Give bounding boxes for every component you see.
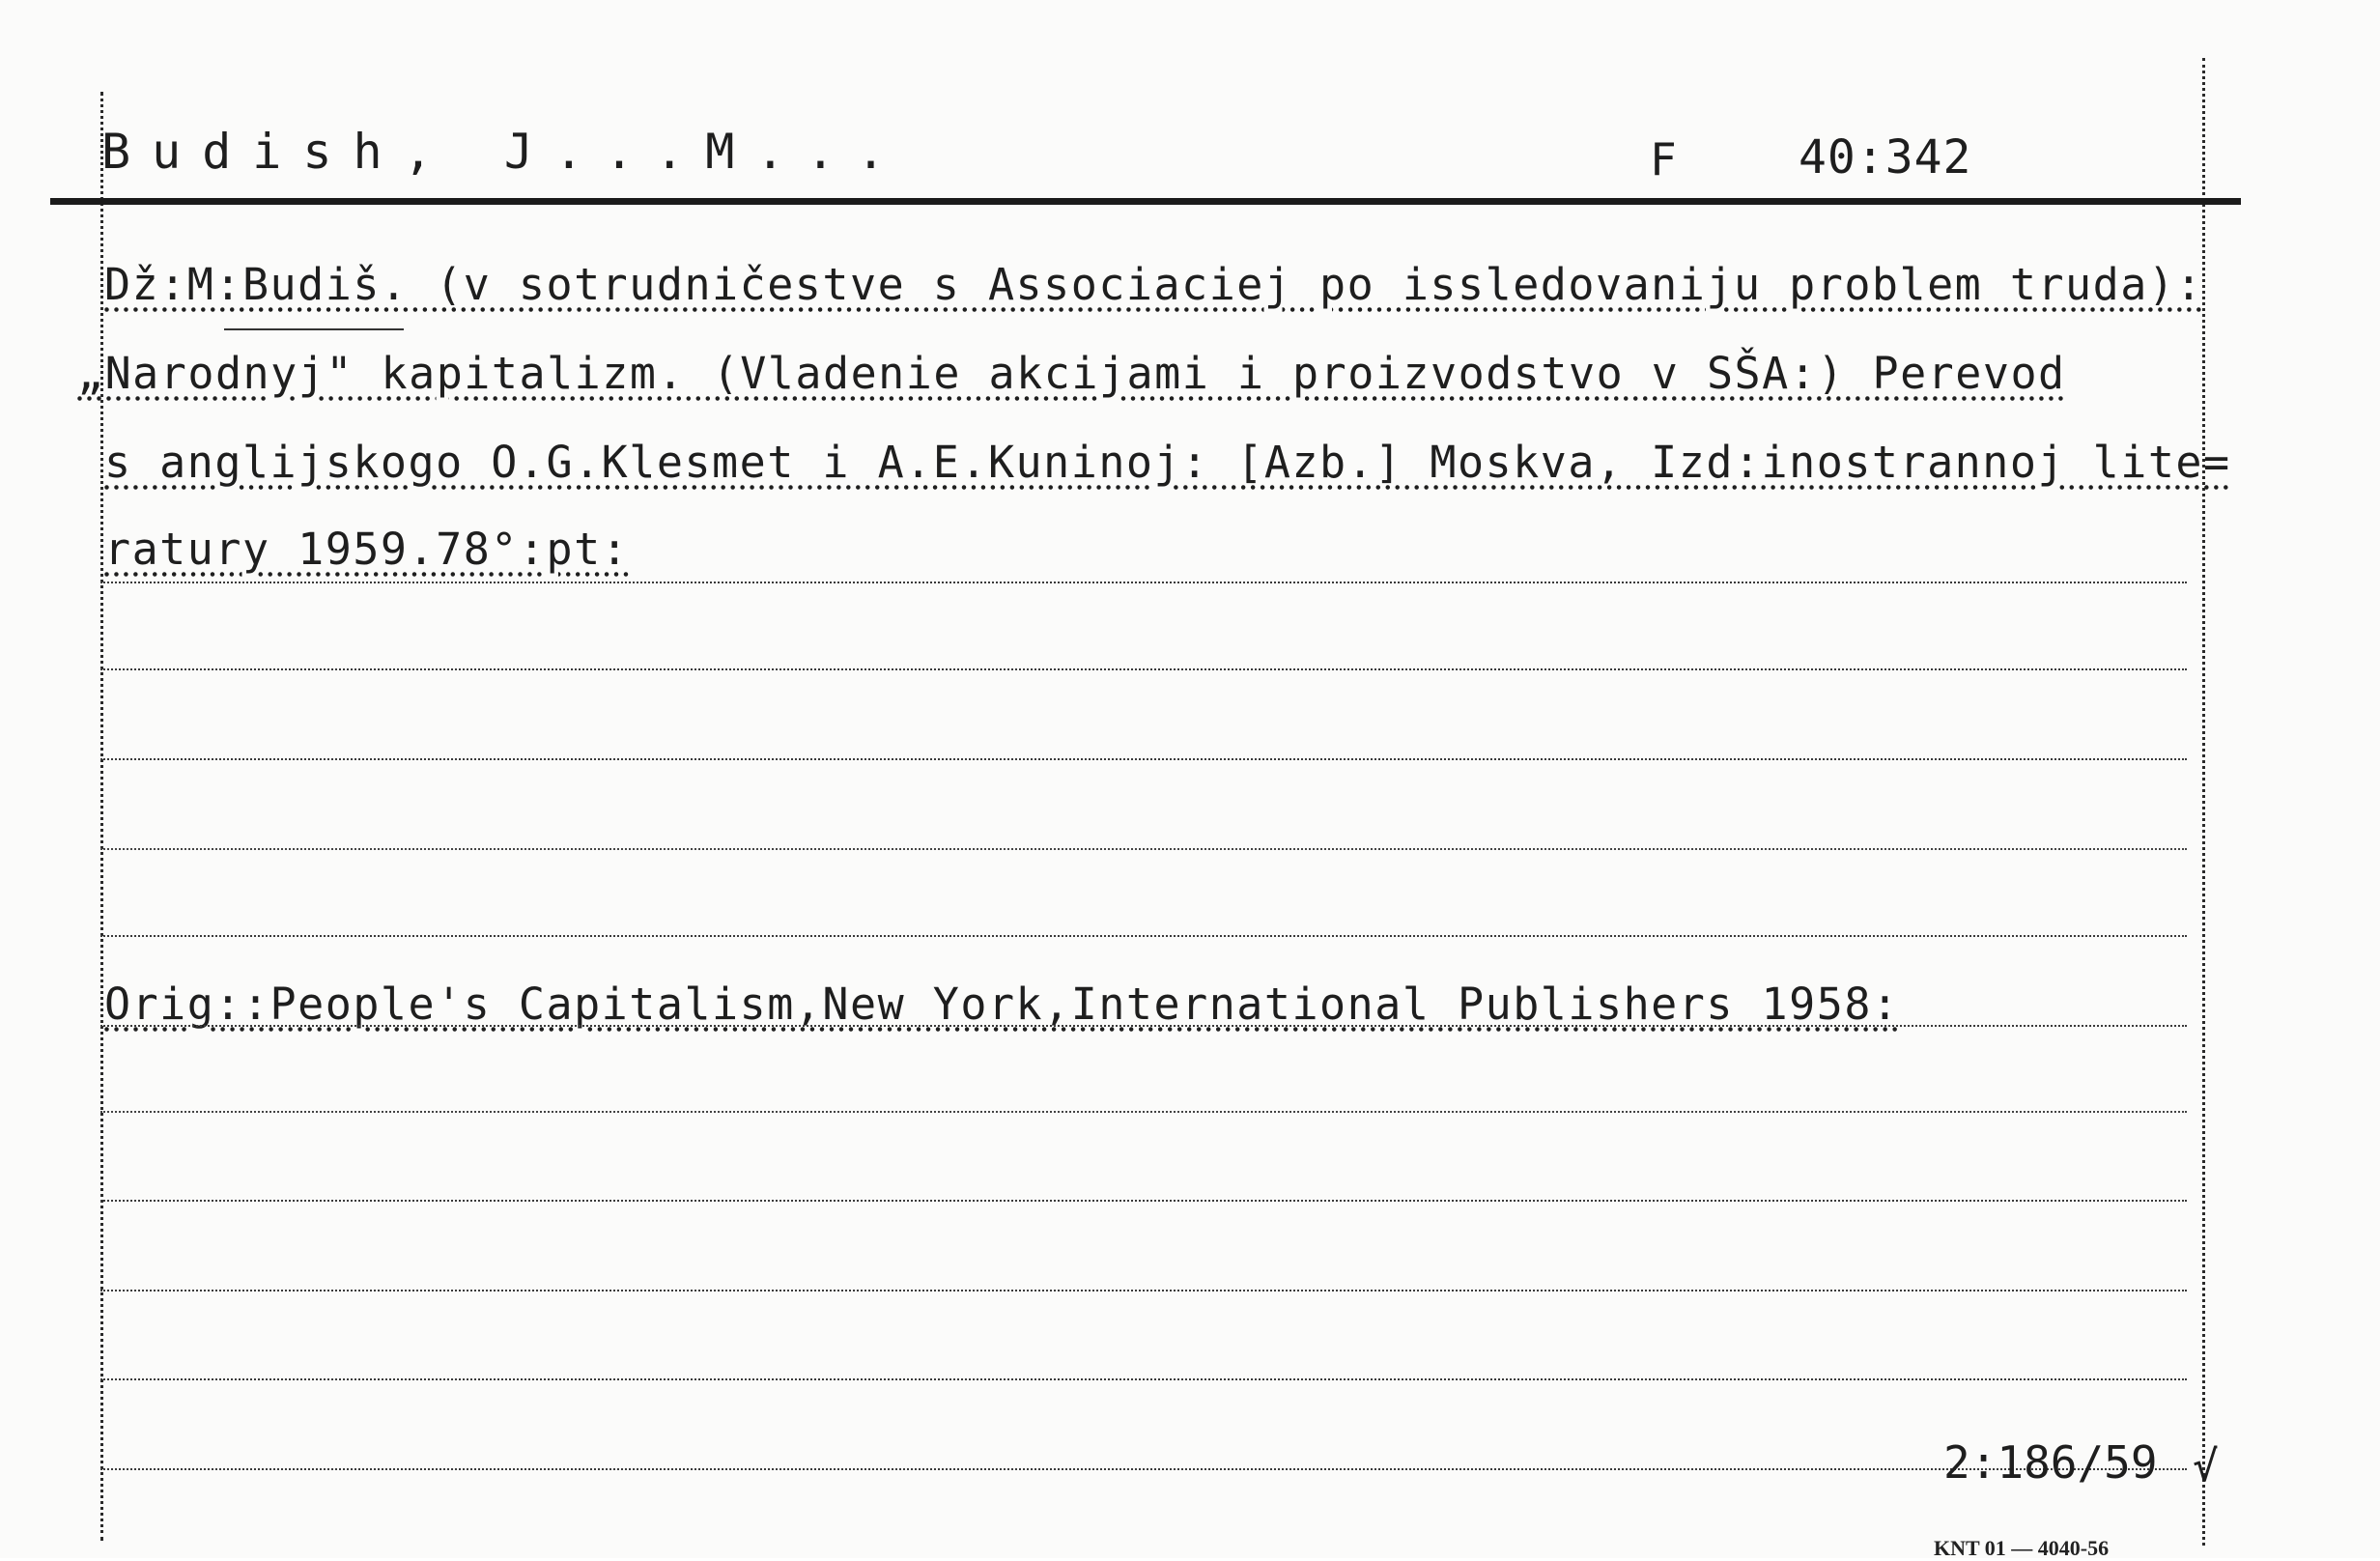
ruled-line	[100, 668, 2187, 670]
underline-mark	[224, 328, 404, 330]
header-rule	[50, 198, 2241, 205]
body-line-1: Dž:M:Budiš. (v sotrudničestve s Associaciej po issledovaniju problem truda):	[104, 259, 2204, 310]
ruled-line	[100, 1025, 2187, 1027]
ruled-line	[100, 1111, 2187, 1113]
call-number: 40:342	[1799, 130, 1972, 184]
form-code: KNT 01 — 4040-56	[1934, 1536, 2110, 1560]
ruled-line	[100, 758, 2187, 760]
ruled-line	[100, 935, 2187, 937]
ruled-line	[100, 1290, 2187, 1291]
check-mark: √	[2193, 1442, 2219, 1491]
ruled-line	[100, 1468, 2187, 1470]
original-title-note: Orig::People's Capitalism,New York,International Publishers 1958:	[104, 979, 1900, 1030]
ruled-line	[100, 1378, 2187, 1380]
left-margin-line	[100, 92, 103, 1541]
body-line-2: „Narodnyj" kapitalizm. (Vladenie akcijami i proizvodstvo v SŠA:) Perevod	[77, 348, 2066, 399]
body-line-4: ratury 1959.78°:pt:	[104, 524, 630, 575]
ruled-line	[100, 582, 2187, 583]
call-letter: F	[1650, 133, 1677, 185]
ruled-line	[100, 1200, 2187, 1202]
accession-number: 2:186/59	[1943, 1436, 2158, 1489]
body-line-3: s anglijskogo O.G.Klesmet i A.E.Kuninoj: [Azb.] Moskva, Izd:inostrannoj lite=	[104, 437, 2231, 488]
ruled-line	[100, 848, 2187, 850]
author-heading: Budish, J...M...	[101, 124, 907, 180]
